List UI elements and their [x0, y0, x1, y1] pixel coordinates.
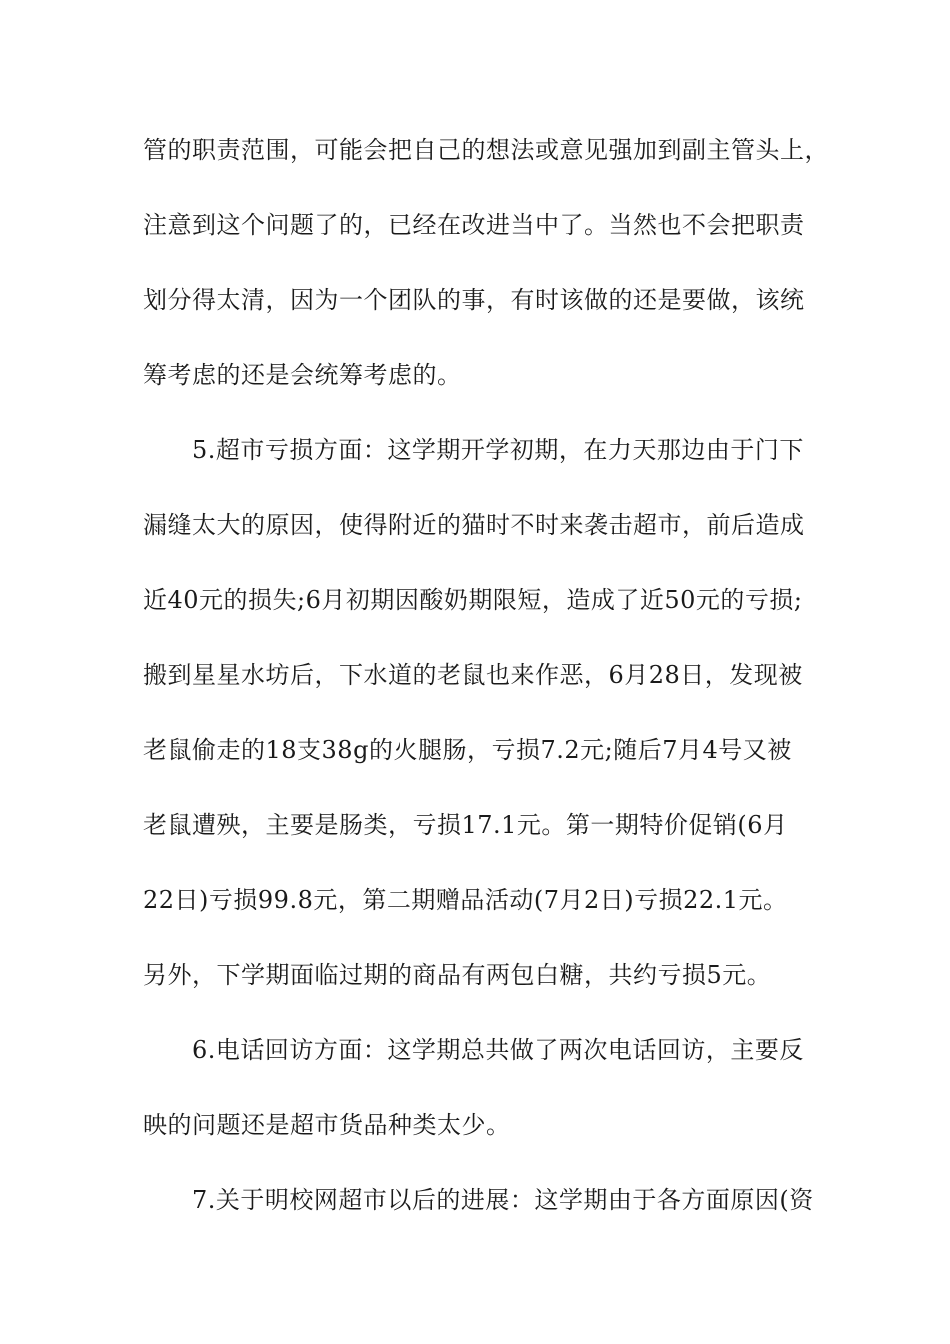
text-line: 老鼠偷走的18支38g的火腿肠，亏损7.2元;随后7月4号又被	[143, 736, 792, 764]
paragraph-7-start: 7.关于明校网超市以后的进展：这学期由于各方面原因(资	[192, 1186, 814, 1214]
text-line: 搬到星星水坊后，下水道的老鼠也来作恶，6月28日，发现被	[143, 661, 803, 689]
text-line: 近40元的损失;6月初期因酸奶期限短，造成了近50元的亏损;	[143, 586, 803, 614]
text-line: 另外，下学期面临过期的商品有两包白糖，共约亏损5元。	[143, 961, 772, 989]
text-line: 老鼠遭殃，主要是肠类，亏损17.1元。第一期特价促销(6月	[143, 811, 788, 839]
text-line: 注意到这个问题了的，已经在改进当中了。当然也不会把职责	[143, 211, 805, 239]
text-line: 漏缝太大的原因，使得附近的猫时不时来袭击超市，前后造成	[143, 511, 805, 539]
text-line: 管的职责范围，可能会把自己的想法或意见强加到副主管头上，	[143, 136, 829, 164]
text-line: 映的问题还是超市货品种类太少。	[143, 1111, 511, 1139]
paragraph-5-start: 5.超市亏损方面：这学期开学初期，在力天那边由于门下	[192, 436, 804, 464]
text-line: 划分得太清，因为一个团队的事，有时该做的还是要做，该统	[143, 286, 805, 314]
text-line: 22日)亏损99.8元，第二期赠品活动(7月2日)亏损22.1元。	[143, 886, 788, 914]
paragraph-6-start: 6.电话回访方面：这学期总共做了两次电话回访，主要反	[192, 1036, 804, 1064]
text-line: 筹考虑的还是会统筹考虑的。	[143, 361, 462, 389]
